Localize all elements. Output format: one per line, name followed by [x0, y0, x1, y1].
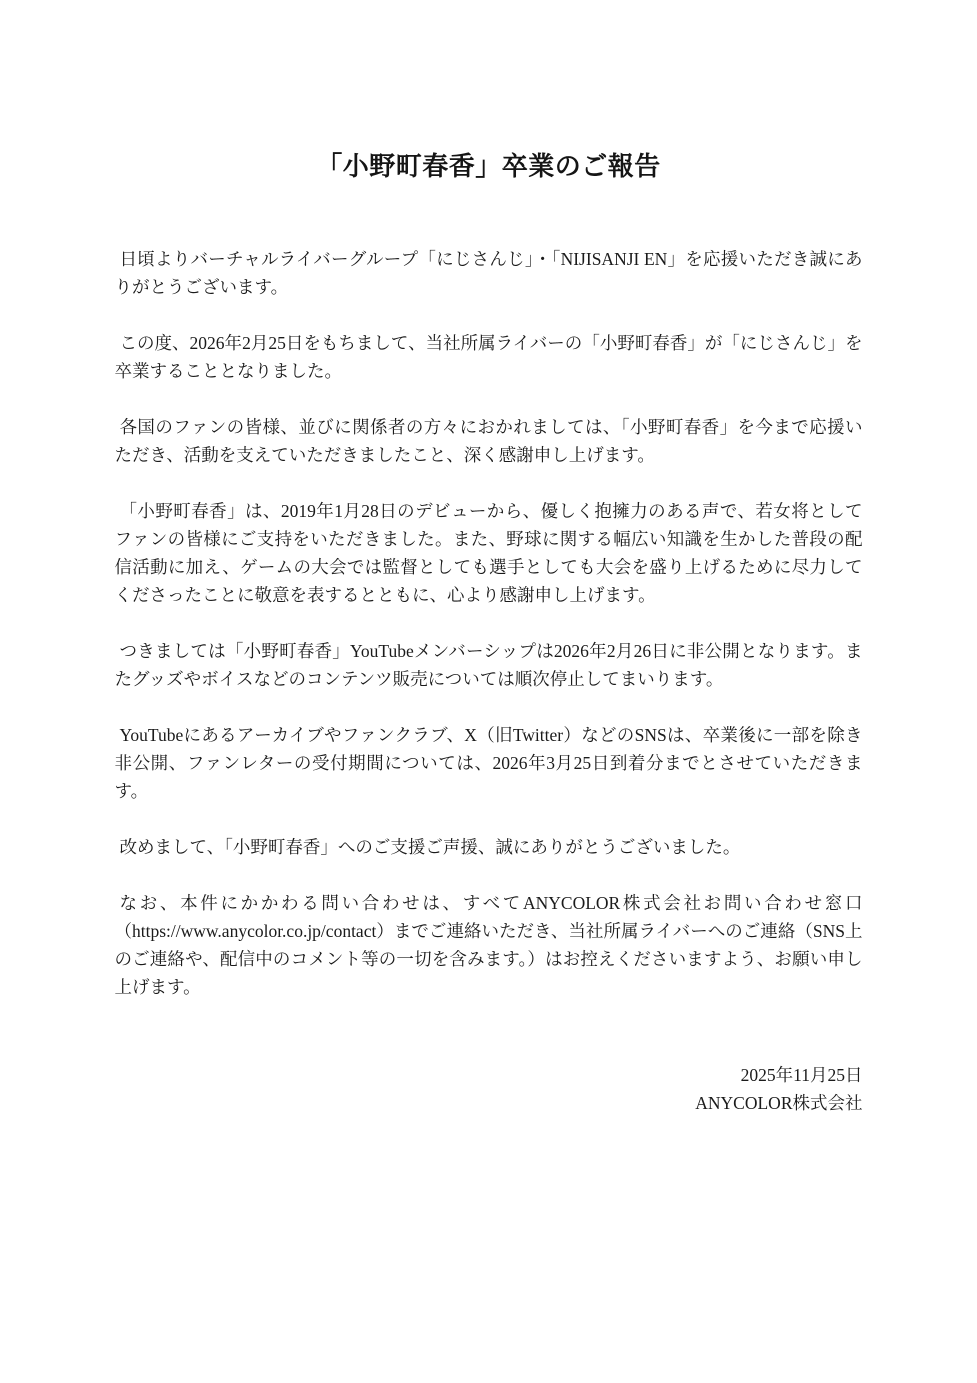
document-title: 「小野町春香」卒業のご報告: [316, 152, 661, 181]
paragraph-final-thanks: 改めまして、「小野町春香」へのご支援ご声援、誠にありがとうございました。: [119, 837, 741, 857]
signoff-date: 2025年11月25日: [740, 1065, 863, 1085]
paragraph-greeting: 日頃よりバーチャルライバーグループ「にじさんじ」・「NIJISANJI EN」を応援いただき誠にありがとうございます。: [114, 249, 863, 297]
paragraph-thanks-to-fans: 各国のファンの皆様、並びに関係者の方々におかれましては、「小野町春香」を今まで応援いただき、活動を支えていただきましたこと、深く感謝申し上げます。: [114, 417, 863, 465]
paragraph-graduation-announcement: この度、2026年2月25日をもちまして、当社所属ライバーの「小野町春香」が「にじさんじ」を卒業することとなりました。: [114, 333, 863, 381]
paragraph-membership-closure: つきましては「小野町春香」YouTubeメンバーシップは2026年2月26日に非公開となります。またグッズやボイスなどのコンテンツ販売については順次停止してまいります。: [114, 641, 863, 689]
document-body: [115, 245, 863, 1001]
paragraph-contact-info: なお、本件にかかわる問い合わせは、すべてANYCOLOR株式会社お問い合わせ窓口（https://www.anycolor.co.jp/contact）までご連絡いただき、当社所属ライバーへのご連絡（SNS上のご連絡や、配信中のコメント等の一切を含みます。）はお控えくださいますよう、お願い申し上げます。: [114, 893, 863, 997]
signoff-company: ANYCOLOR株式会社: [695, 1093, 863, 1113]
signoff-block: [115, 1061, 863, 1117]
paragraph-liver-history: 「小野町春香」は、2019年1月28日のデビューから、優しく抱擁力のある声で、若女将としてファンの皆様にご支持をいただきました。また、野球に関する幅広い知識を生かした普段の配信活動に加え、ゲームの大会では監督としても選手としても大会を盛り上げるために尽力してくださったことに敬意を表するとともに、心より感謝申し上げます。: [114, 501, 863, 605]
paragraph-archive-sns-policy: YouTubeにあるアーカイブやファンクラブ、X（旧Twitter）などのSNSは、卒業後に一部を除き非公開、ファンレターの受付期間については、2026年3月25日到着分までとさせていただきます。: [114, 725, 863, 801]
